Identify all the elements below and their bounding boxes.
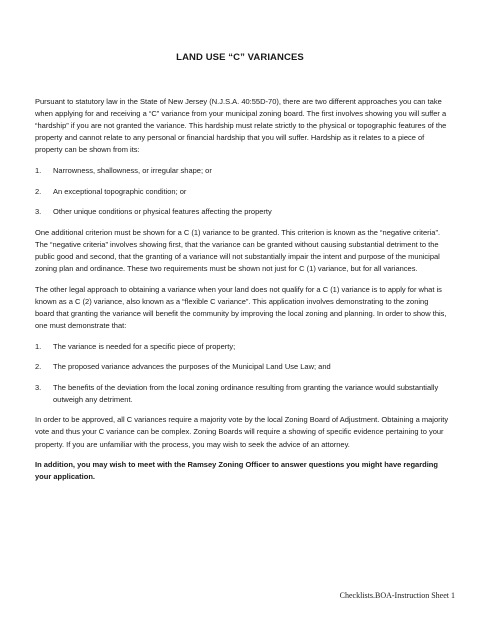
approval-paragraph: In order to be approved, all C variances require a majority vote by the local Zoning Board of Adjustment. Obtaining a majority vote and thus your C variance can be complex. Zoning Boards will require a showing of specific evidence pertaining to your property. If you are unfamiliar with the process, you may wish to seek the advice of an attorney. [35, 415, 449, 449]
closing-paragraph: In addition, you may wish to meet with the Ramsey Zoning Officer to answer questions you might have regarding your application. [35, 460, 438, 482]
intro-paragraph: Pursuant to statutory law in the State of New Jersey (N.J.S.A. 40:55D-70), there are two different approaches you can take when applying for and receiving a “C” variance from your municipal zoning board. The first involves showing you will suffer a “hardship” if you are not granted the variance. This hardship must relate strictly to the physical or topographic features of the property and cannot relate to any personal or financial hardship that you will suffer. Hardship as it relates to a piece of property can be shown from its: [35, 97, 447, 155]
list-item [35, 382, 449, 406]
list-item-text: The proposed variance advances the purposes of the Municipal Land Use Law; and [53, 362, 331, 372]
page-title: LAND USE “C” VARIANCES [176, 52, 304, 63]
hardship-list [35, 165, 449, 218]
list-item [35, 361, 449, 373]
flexible-list [35, 341, 449, 406]
flexible-c-paragraph: The other legal approach to obtaining a variance when your land does not qualify for a C (1) variance is to apply for what is known as a C (2) variance, also known as a “flexible C variance”. This application involves demonstrating to the zoning board that granting the variance will benefit the community by improving the local zoning and planning. In order to show this, one must demonstrate that: [35, 284, 447, 330]
list-number: 1. [35, 165, 42, 175]
list-item [35, 186, 449, 198]
list-item [35, 206, 449, 218]
list-number: 3. [35, 207, 42, 217]
list-item-text: The variance is needed for a specific piece of property; [53, 341, 236, 351]
list-item-text: Narrowness, shallowness, or irregular shape; or [53, 165, 212, 175]
list-number: 2. [35, 186, 42, 196]
list-number: 1. [35, 341, 42, 351]
negative-criteria-paragraph: One additional criterion must be shown for a C (1) variance to be granted. This criterion is known as the “negative criteria”. The “negative criteria” involves showing first, that the variance can be granted without causing substantial detriment to the public good and second, that the granting of a variance will not substantially impair the intent and purpose of the municipal zoning plan and ordinance. These two requirements must be shown not just for C (1) variance, but for all variances. [35, 227, 441, 274]
page-footer: Checklists.BOA-Instruction Sheet 1 [339, 591, 455, 600]
list-item [35, 341, 449, 353]
list-item [35, 165, 449, 177]
list-item-text: Other unique conditions or physical features affecting the property [53, 207, 272, 217]
list-number: 2. [35, 362, 42, 372]
list-item-text: An exceptional topographic condition; or [53, 186, 187, 196]
document-body [35, 96, 449, 492]
list-number: 3. [35, 382, 42, 392]
list-item-text: The benefits of the deviation from the local zoning ordinance resulting from granting the variance would substantially outweigh any detriment. [53, 382, 439, 404]
